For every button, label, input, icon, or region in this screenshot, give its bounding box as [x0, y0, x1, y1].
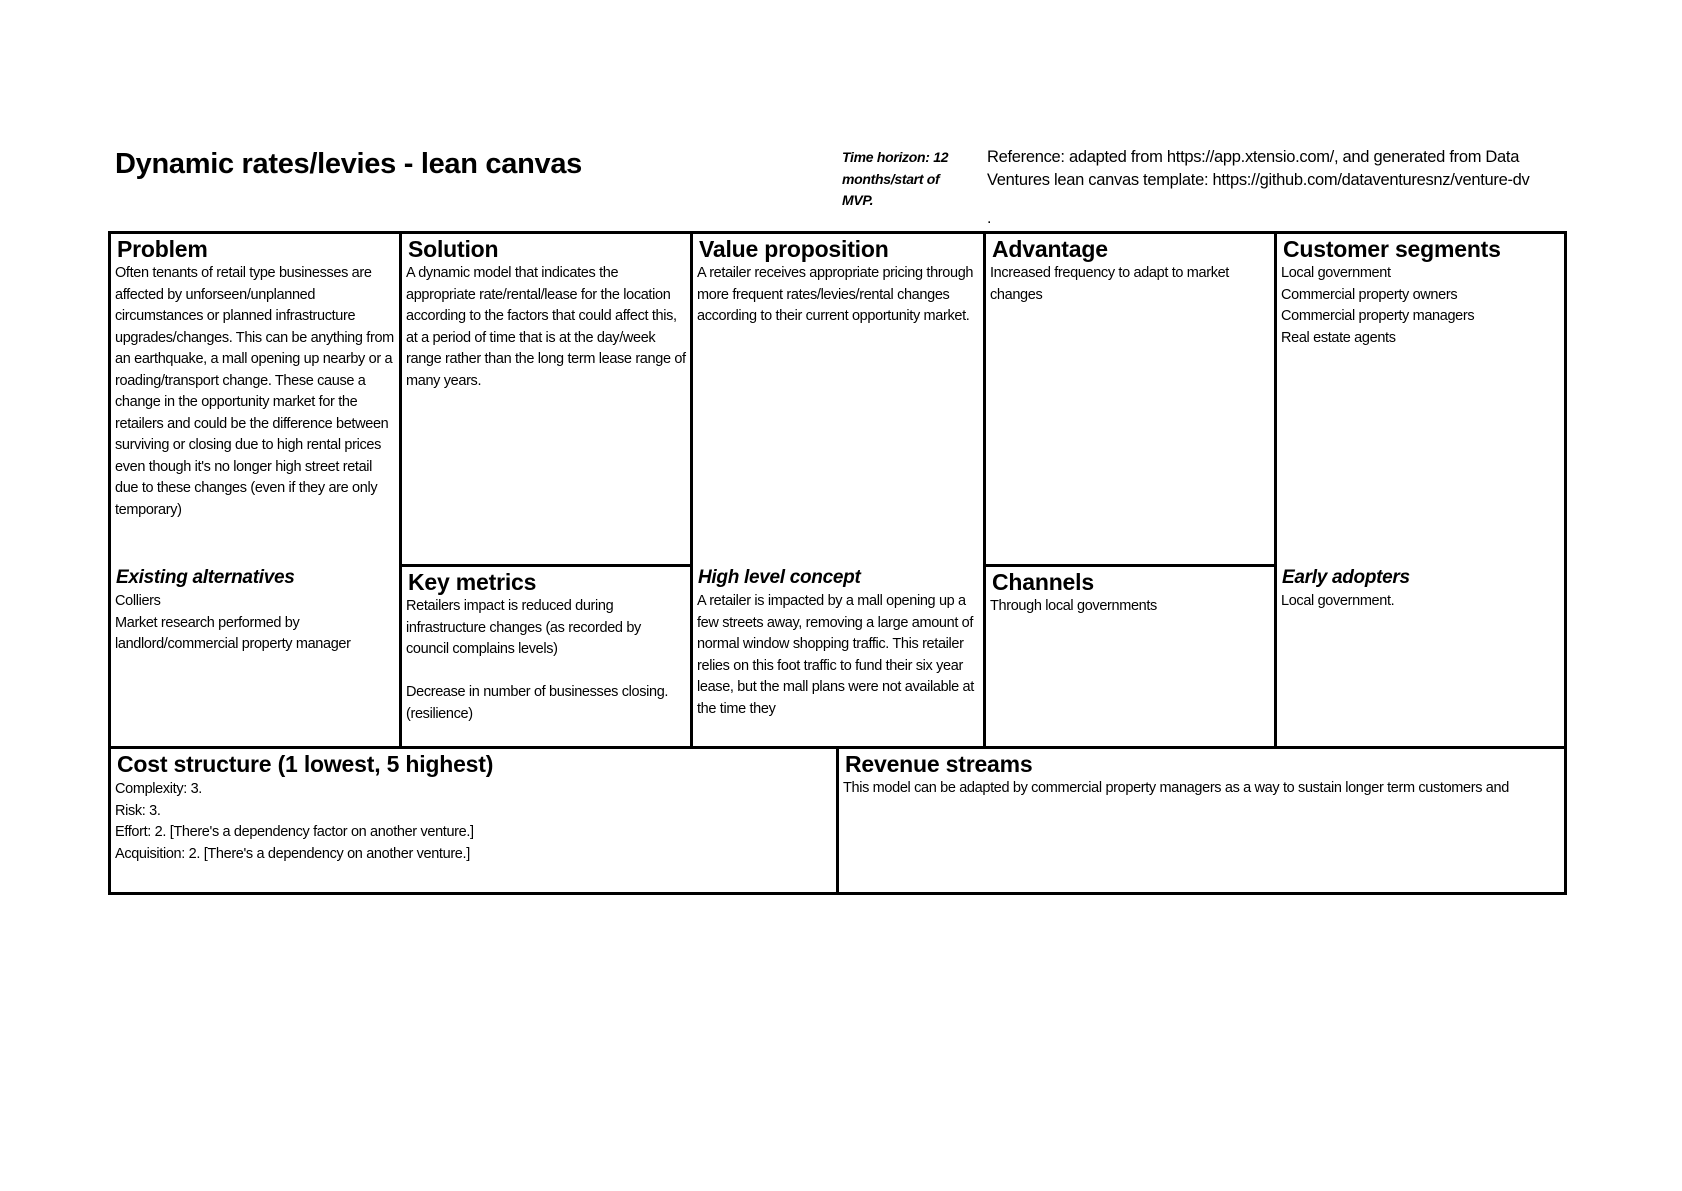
problem-section: [111, 234, 399, 564]
customer-segments-section: [1277, 234, 1564, 564]
customer-segments-text: Local government Commercial property owners Commercial property managers Real estate agents: [1281, 265, 1475, 346]
revenue-streams-section: [839, 749, 1564, 892]
early-adopters-text: Local government.: [1281, 593, 1395, 609]
channels-section: [986, 567, 1274, 746]
cost-item: Complexity: 3.: [115, 781, 202, 797]
existing-alternatives-heading: Existing alternatives: [116, 567, 295, 588]
key-metrics-text: Retailers impact is reduced during infrastructure changes (as recorded by council complains levels) Decrease in number of businesses closing. (resilience): [406, 598, 669, 722]
channels-text: Through local governments: [990, 598, 1157, 614]
advantage-text: Increased frequency to adapt to market changes: [990, 265, 1229, 303]
value-proposition-text: A retailer receives appropriate pricing through more frequent rates/levies/rental changes according to their current opportunity market.: [697, 265, 974, 324]
early-adopters-heading: Early adopters: [1282, 567, 1410, 588]
advantage-heading: Advantage: [992, 236, 1108, 262]
reference-note: Reference: adapted from https://app.xtensio.com/, and generated from Data Ventures lean canvas template: https://github.com/dataventuresnz/venture-dv: [987, 148, 1530, 189]
existing-alternatives-text: Colliers Market research performed by landlord/commercial property manager: [115, 593, 351, 652]
value-proposition-section: [693, 234, 983, 564]
solution-heading: Solution: [408, 236, 499, 262]
cost-item: Risk: 3.: [115, 802, 161, 819]
high-level-concept-text: A retailer is impacted by a mall opening up a few streets away, removing a large amount of normal window shopping traffic. This retailer relies on this foot traffic to fund their six year lease, but the mall plans were not available at the time they: [697, 593, 974, 717]
reference-dot: .: [987, 210, 992, 227]
customer-segments-heading: Customer segments: [1283, 236, 1501, 262]
early-adopters-section: [1277, 564, 1564, 746]
problem-text: Often tenants of retail type businesses are affected by unforseen/unplanned circumstances or planned infrastructure upgrades/changes. This can be anything from an earthquake, a mall opening up nearby or a roading/transport change. These cause a change in the opportunity market for the retailers and could be the difference between surviving or closing due to high rental prices even though it's no longer high street retail due to these changes (even if they are only temporary): [115, 265, 394, 518]
revenue-streams-heading: Revenue streams: [845, 751, 1033, 777]
high-level-concept-section: [693, 564, 983, 746]
time-horizon: Time horizon: 12 months/start of MVP.: [842, 149, 949, 208]
advantage-section: [986, 234, 1274, 564]
key-metrics-heading: Key metrics: [408, 569, 537, 595]
value-proposition-heading: Value proposition: [699, 236, 889, 262]
cost-structure-heading: Cost structure (1 lowest, 5 highest): [117, 751, 494, 777]
cost-item: Effort: 2. [There's a dependency factor on another venture.]: [115, 824, 474, 840]
solution-text: A dynamic model that indicates the appropriate rate/rental/lease for the location according to the factors that could affect this, at a period of time that is at the day/week range rather than the long term lease range of many years.: [406, 265, 686, 389]
existing-alternatives-section: [111, 564, 399, 746]
revenue-streams-text: This model can be adapted by commercial property managers as a way to sustain longer term customers and: [843, 780, 1509, 796]
solution-section: [402, 234, 690, 564]
key-metrics-section: [402, 567, 690, 746]
cost-item: Acquisition: 2. [There's a dependency on another venture.]: [115, 845, 470, 862]
high-level-concept-heading: High level concept: [698, 567, 861, 588]
problem-heading: Problem: [117, 236, 208, 262]
cost-structure-section: [111, 749, 836, 892]
channels-heading: Channels: [992, 569, 1094, 595]
page-title: Dynamic rates/levies - lean canvas: [115, 148, 582, 180]
